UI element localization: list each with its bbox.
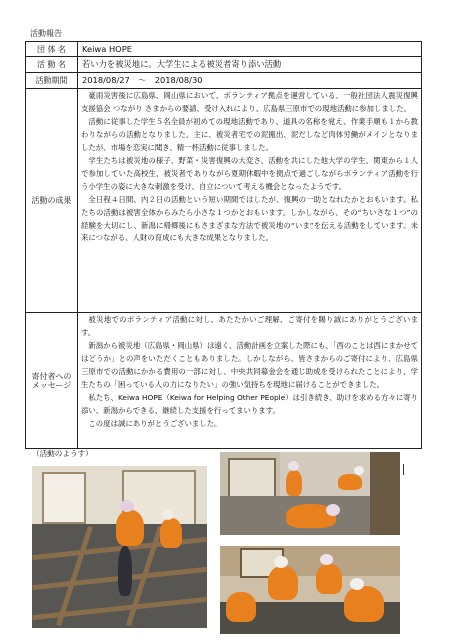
results-paragraph: 豪雨災害後に広島県、岡山県において、ボランティア拠点を運営している、一般社団法人震災復興支援協会 つながり さまからの要請、受け入れにより、広島県三原市での現地活動に参加しました。 — [81, 91, 418, 113]
results-text — [78, 89, 422, 313]
group-value: Keiwa HOPE — [78, 42, 422, 57]
group-row — [26, 42, 422, 57]
donors-label-line2: メッセージ — [31, 380, 72, 390]
results-paragraph: 学生たちは被災地の様子、野菜・災害復興の大変さ、活動を共にした他大学の学生、関東から１人で参加していた高校生、被災者でありながら夏期休暇中を拠点で過ごしながらボランティア活動を行う小学生の姿に大きな刺激を受け、自立について考える機会となったようです。 — [81, 155, 418, 191]
donors-text — [78, 313, 422, 449]
activity-photo-team-work — [220, 546, 400, 634]
period-value: 2018/08/27 ～ 2018/08/30 — [78, 73, 422, 89]
activity-photo-floor-repair — [32, 466, 207, 628]
results-row — [26, 89, 422, 313]
donors-paragraph: この度は誠にありがとうございました。 — [88, 418, 222, 428]
donors-label-line1: 寄付者への — [31, 371, 72, 381]
activity-value: 若い力を被災地に。大学生による被災者寄り添い活動 — [78, 57, 422, 73]
period-row — [26, 73, 422, 89]
donors-label — [26, 313, 78, 449]
results-paragraph: 全日程４日間、内２日の活動という短い期間ではしたが、復興の一助となれたかとおもいます。私たちの活動は被害全体からみたら小さな１つかとおもいます。しかしながら、その“ちいさな１つ”の経験を大切にし、新潟に帰郷後にもさまざまな方法で被災地の“いま”を伝える活動をしています。未来につながる、人財の育成にも大きな成果となりました。 — [81, 194, 418, 243]
report-heading: 活動報告 — [30, 29, 62, 38]
activity-row — [26, 57, 422, 73]
activity-photo-mud-clearing — [220, 452, 400, 535]
report-table — [25, 41, 422, 449]
group-label: 団 体 名 — [26, 42, 78, 57]
results-paragraph: 活動に従事した学生５名全員が初めての現地活動であり、道具の名称を覚え、作業手順も１から教わりながらの活動となりました。主に、被災者宅での泥搬出、泥だしなど肉体労働がメインとなりましたが、市場を恋実に聞き、精一杯活動に従事しました。 — [81, 116, 418, 152]
results-label: 活動の成果 — [26, 89, 78, 313]
donors-paragraph: 私たち、Keiwa HOPE（Keiwa for Helping Other PEople）は引き続き、助けを求める方々に寄り添い、新潟からできる、継続した支援を行ってまいります。 — [81, 392, 418, 415]
text-cursor-mark — [403, 464, 404, 475]
photos-label: （活動のようす） — [32, 449, 93, 458]
activity-label: 活 動 名 — [26, 57, 78, 73]
donors-paragraph: 被災地でのボランティア活動に対し、あたたかいご理解、ご寄付を賜り誠にありがとうございます。 — [81, 315, 418, 337]
donors-paragraph: 新潟から被災地（広島県・岡山県）は遠く、活動計画を立案した際にも、「西のことは西にまかせてはどうか」との声をいただくこともありました。しかしながら、皆さまからのご寄付により、広島県三原市での活動にかかる費用の一部に対し、中央共同募金会を通じ助成を受けられたことにより、学生たちの「困っている人の力になりたい」の強い気持ちを現地に届けることができました。 — [81, 340, 418, 389]
period-label: 活動期間 — [26, 73, 78, 89]
donors-row — [26, 313, 422, 449]
